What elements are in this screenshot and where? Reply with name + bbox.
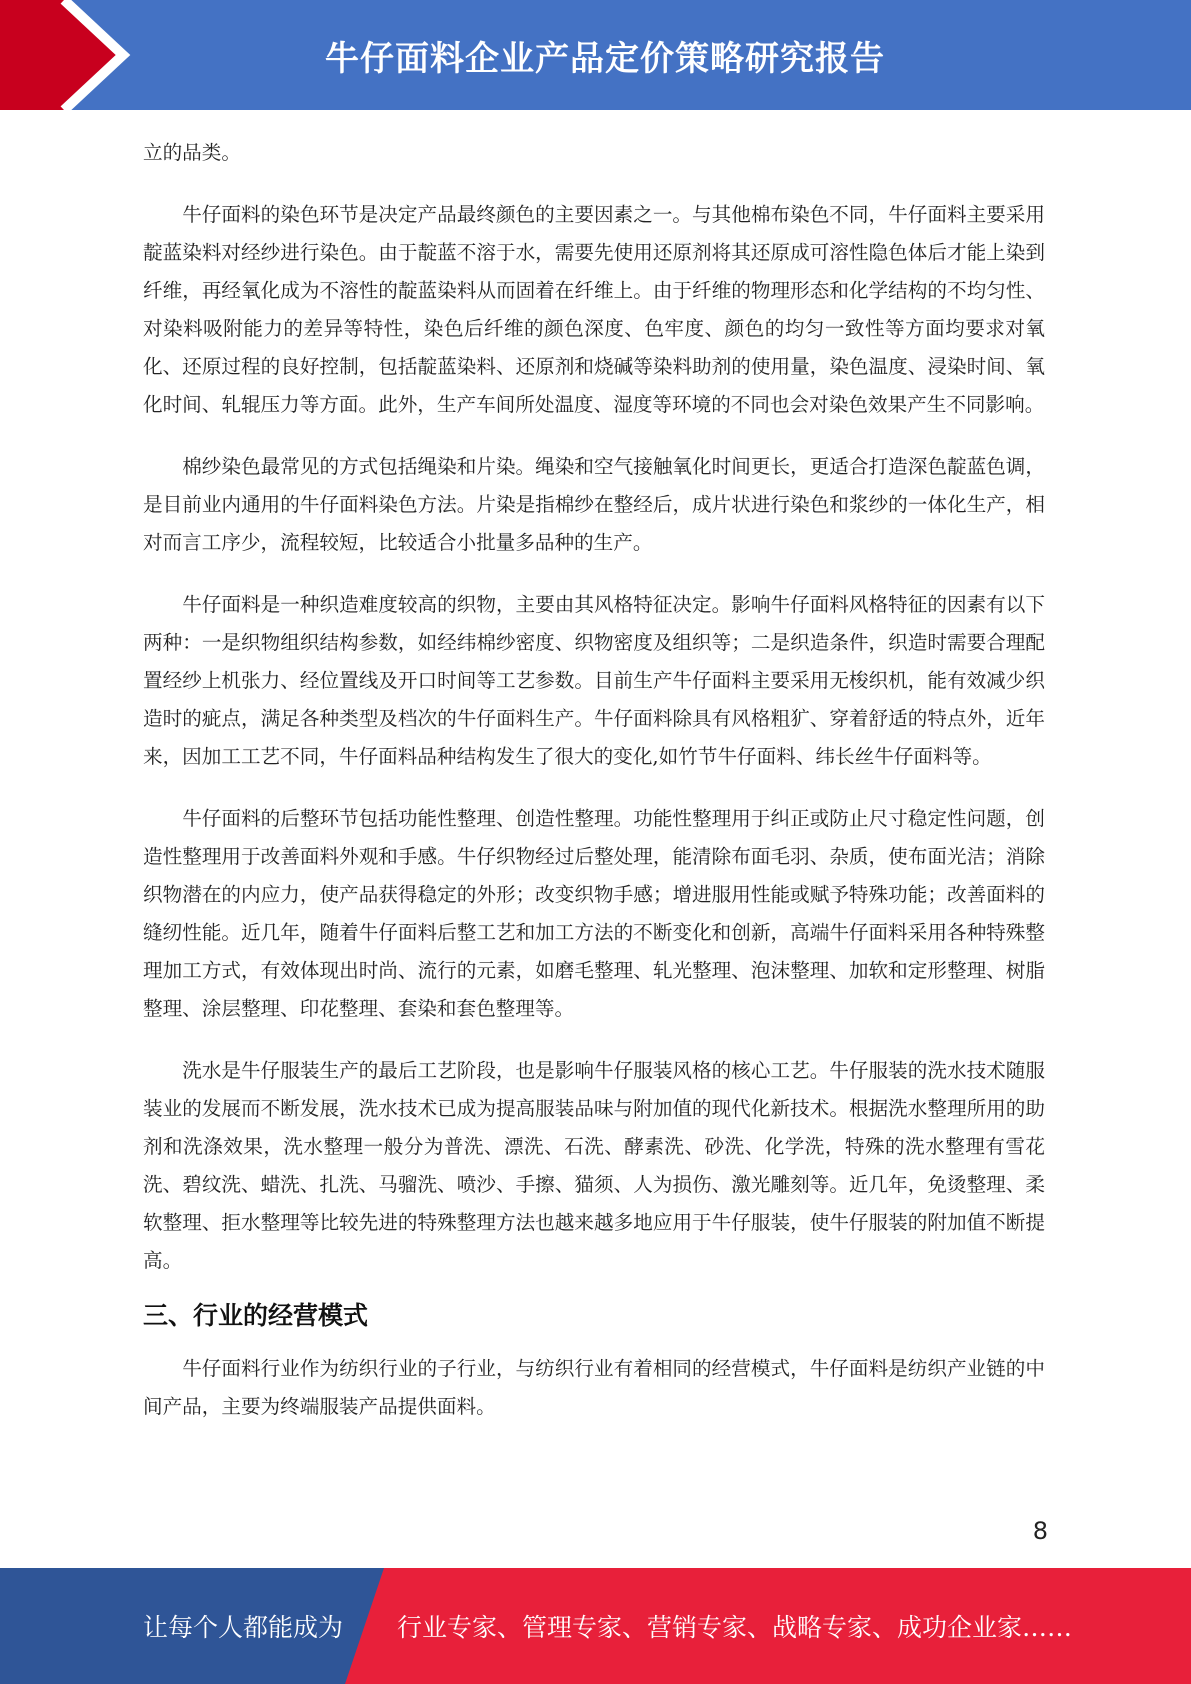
section-heading: 三、行业的经营模式	[143, 1301, 369, 1330]
paragraph-continuation: 立的品类。	[143, 141, 241, 164]
page-header	[0, 0, 1191, 110]
paragraph-business-model: 牛仔面料行业作为纺织行业的子行业，与纺织行业有着相同的经营模式，牛仔面料是纺织产业链的中间产品，主要为终端服装产品提供面料。	[143, 1357, 1045, 1418]
page-footer	[0, 1568, 1191, 1684]
document-body	[143, 134, 1045, 1426]
footer-slogan-left: 让每个人都能成为	[143, 1613, 344, 1642]
page-number: 8	[1032, 1517, 1048, 1545]
paragraph-finishing: 牛仔面料的后整环节包括功能性整理、创造性整理。功能性整理用于纠正或防止尺寸稳定性问题，创造性整理用于改善面料外观和手感。牛仔织物经过后整处理，能清除布面毛羽、杂质，使布面光洁；消除织物潜在的内应力，使产品获得稳定的外形；改变织物手感；增进服用性能或赋予特殊功能；改善面料的缝纫性能。近几年，随着牛仔面料后整工艺和加工方法的不断变化和创新，高端牛仔面料采用各种特殊整理加工方式，有效体现出时尚、流行的元素，如磨毛整理、轧光整理、泡沫整理、加软和定形整理、树脂整理、涂层整理、印花整理、套染和套色整理等。	[143, 807, 1045, 1020]
paragraph-washing: 洗水是牛仔服装生产的最后工艺阶段，也是影响牛仔服装风格的核心工艺。牛仔服装的洗水技术随服装业的发展而不断发展，洗水技术已成为提高服装品味与附加值的现代化新技术。根据洗水整理所用的助剂和洗涤效果，洗水整理一般分为普洗、漂洗、石洗、酵素洗、砂洗、化学洗，特殊的洗水整理有雪花洗、碧纹洗、蜡洗、扎洗、马骝洗、喷沙、手擦、猫须、人为损伤、激光雕刻等。近几年，免烫整理、柔软整理、拒水整理等比较先进的特殊整理方法也越来越多地应用于牛仔服装，使牛仔服装的附加值不断提高。	[143, 1059, 1045, 1272]
paragraph-yarn-dyeing-methods: 棉纱染色最常见的方式包括绳染和片染。绳染和空气接触氧化时间更长，更适合打造深色靛蓝色调，是目前业内通用的牛仔面料染色方法。片染是指棉纱在整经后，成片状进行染色和浆纱的一体化生产，相对而言工序少，流程较短，比较适合小批量多品种的生产。	[143, 455, 1045, 554]
report-title: 牛仔面料企业产品定价策略研究报告	[325, 38, 885, 79]
footer-slogan-right: 行业专家、管理专家、营销专家、战略专家、成功企业家……	[397, 1613, 1073, 1642]
paragraph-dyeing: 牛仔面料的染色环节是决定产品最终颜色的主要因素之一。与其他棉布染色不同，牛仔面料主要采用靛蓝染料对经纱进行染色。由于靛蓝不溶于水，需要先使用还原剂将其还原成可溶性隐色体后才能上染到纤维，再经氧化成为不溶性的靛蓝染料从而固着在纤维上。由于纤维的物理形态和化学结构的不均匀性、对染料吸附能力的差异等特性，染色后纤维的颜色深度、色牢度、颜色的均匀一致性等方面均要求对氧化、还原过程的良好控制，包括靛蓝染料、还原剂和烧碱等染料助剂的使用量，染色温度、浸染时间、氧化时间、轧辊压力等方面。此外，生产车间所处温度、湿度等环境的不同也会对染色效果产生不同影响。	[143, 203, 1045, 416]
paragraph-weaving: 牛仔面料是一种织造难度较高的织物，主要由其风格特征决定。影响牛仔面料风格特征的因素有以下两种：一是织物组织结构参数，如经纬棉纱密度、织物密度及组织等；二是织造条件，织造时需要合理配置经纱上机张力、经位置线及开口时间等工艺参数。目前生产牛仔面料主要采用无梭织机，能有效减少织造时的疵点，满足各种类型及档次的牛仔面料生产。牛仔面料除具有风格粗犷、穿着舒适的特点外，近年来，因加工工艺不同，牛仔面料品种结构发生了很大的变化,如竹节牛仔面料、纬长丝牛仔面料等。	[143, 593, 1045, 768]
